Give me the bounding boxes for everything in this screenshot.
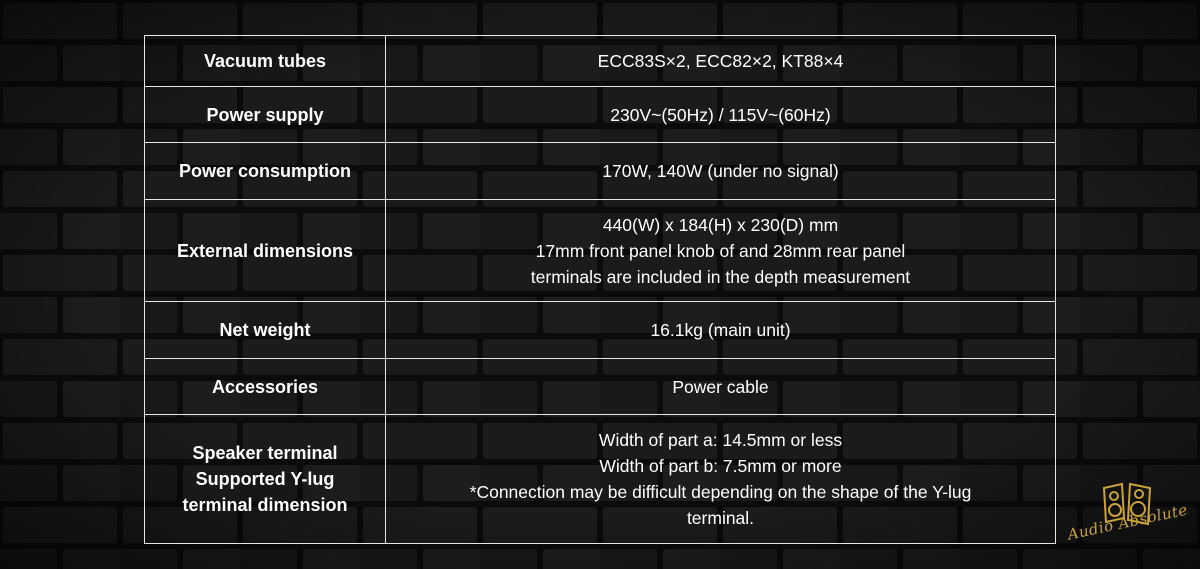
value-line: 170W, 140W (under no signal) (602, 161, 839, 181)
specifications-table (144, 35, 1056, 544)
value-line: 440(W) x 184(H) x 230(D) mm (602, 214, 839, 235)
value-line: terminal. (686, 508, 755, 528)
spec-label (145, 200, 386, 302)
label-line: External dimensions (176, 240, 354, 261)
table-row (145, 143, 1056, 200)
table-row (145, 200, 1056, 302)
spec-label (145, 302, 386, 359)
value-line: 17mm front panel knob of and 28mm rear panel (535, 240, 906, 261)
spec-label (145, 87, 386, 143)
spec-label (145, 36, 386, 87)
spec-label (145, 359, 386, 415)
table-row (145, 302, 1056, 359)
logo-wordmark: Audio Absolute (1066, 500, 1190, 544)
spec-label (145, 143, 386, 200)
table-row (145, 36, 1056, 87)
value-line: terminals are included in the depth measurement (530, 266, 911, 287)
label-line: Net weight (219, 320, 311, 340)
value-line: Width of part a: 14.5mm or less (598, 430, 843, 450)
value-line: *Connection may be difficult depending on the shape of the Y-lug (469, 482, 972, 502)
value-line: 16.1kg (main unit) (650, 320, 791, 340)
spec-value (386, 359, 1056, 415)
label-line: Speaker terminal (192, 443, 338, 463)
spec-value (386, 200, 1056, 302)
spec-value (386, 143, 1056, 200)
value-line: Power cable (672, 376, 769, 397)
label-line: Power supply (206, 104, 324, 125)
label-line: Supported Y-lug (195, 469, 335, 489)
value-line: Width of part b: 7.5mm or more (599, 456, 842, 476)
label-line: terminal dimension (182, 495, 348, 515)
label-line: Power consumption (178, 161, 351, 181)
spec-value (386, 415, 1056, 544)
value-line: 230V~(50Hz) / 115V~(60Hz) (610, 104, 831, 125)
label-line: Accessories (211, 376, 319, 397)
table-row (145, 87, 1056, 143)
spec-value (386, 87, 1056, 143)
spec-label (145, 415, 386, 544)
value-line: ECC83S×2, ECC82×2, KT88×4 (597, 51, 844, 71)
table-row (145, 359, 1056, 415)
label-line: Vacuum tubes (203, 51, 327, 71)
table-row (145, 415, 1056, 544)
spec-value (386, 302, 1056, 359)
spec-value (386, 36, 1056, 87)
